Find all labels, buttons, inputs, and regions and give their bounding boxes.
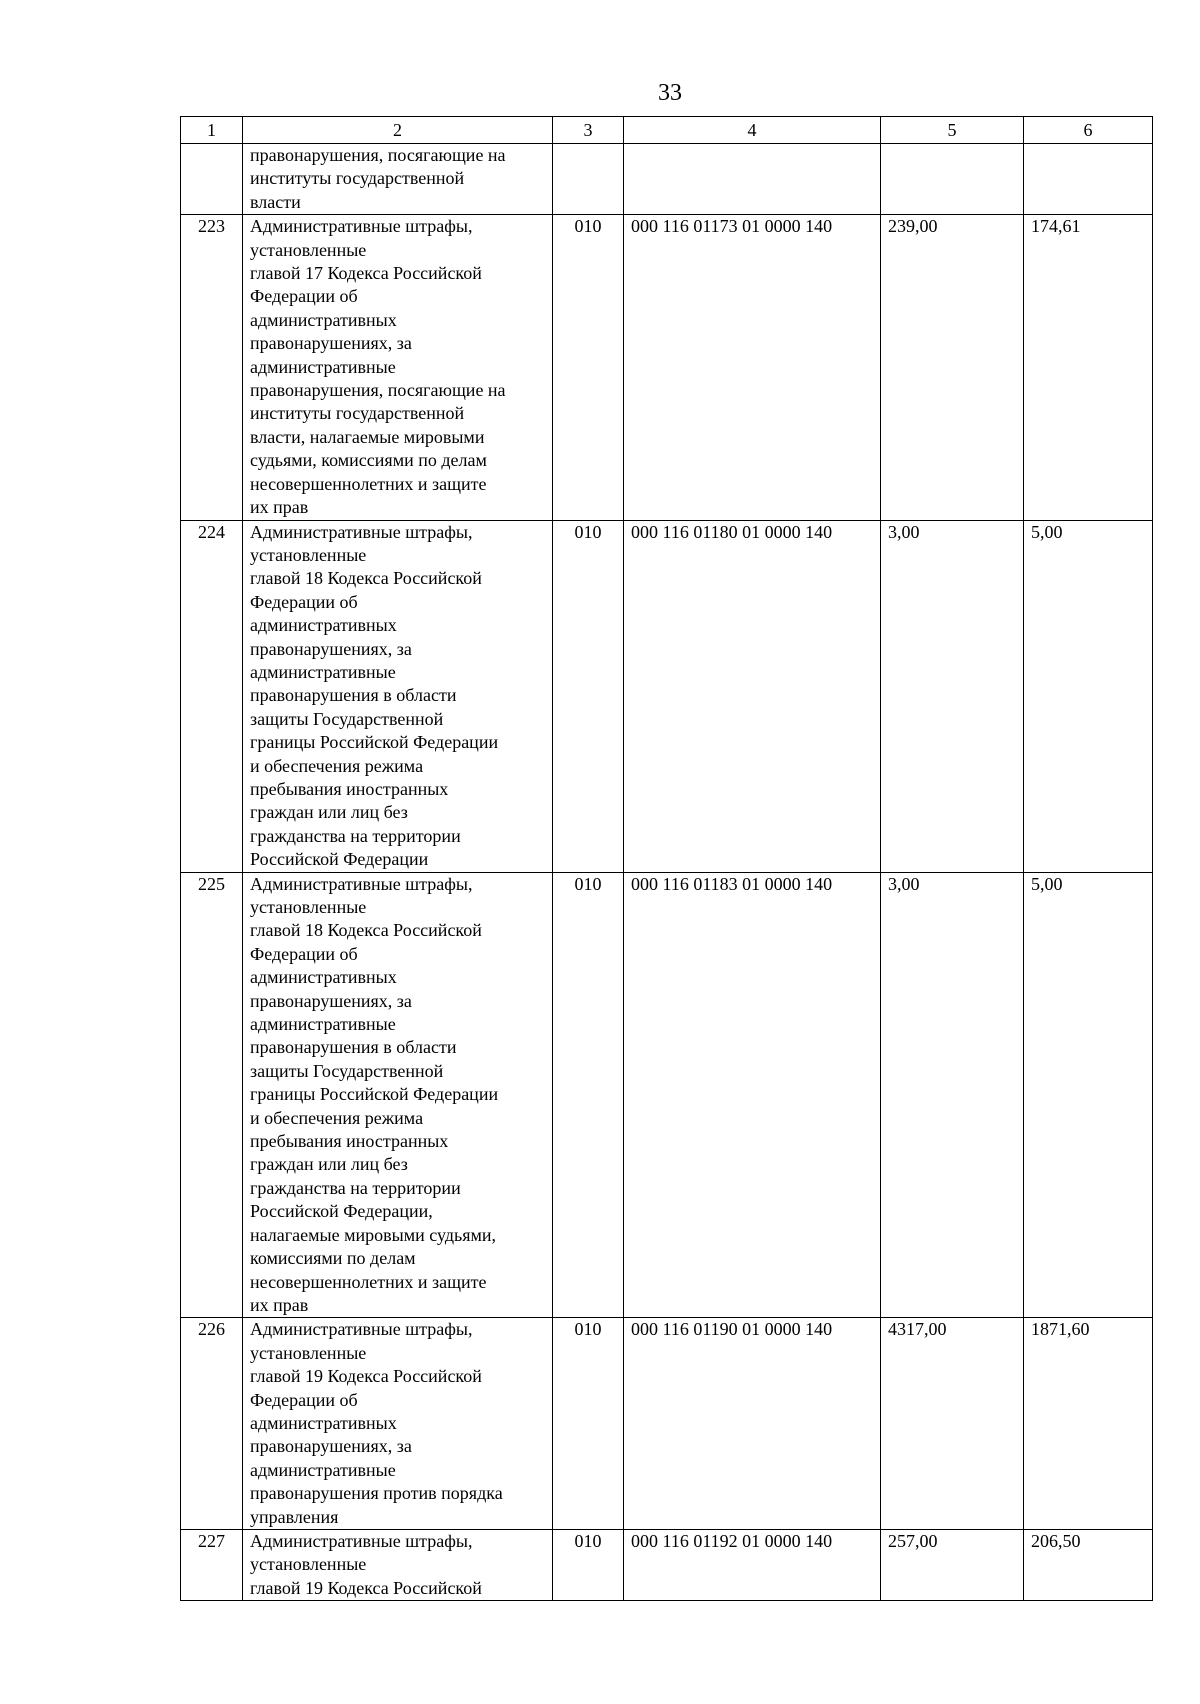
row-name (243, 872, 553, 1318)
row-name (243, 215, 553, 520)
row-name-line: гражданства на территории (250, 825, 461, 846)
table-row (181, 872, 1153, 1318)
row-name-line: пребывания иностранных (250, 778, 449, 799)
row-name-line: их прав (250, 497, 309, 518)
row-name (243, 144, 553, 215)
row-name-line: Административные штрафы, (250, 873, 473, 894)
row-name-line: установленные (250, 544, 367, 565)
row-name-line: установленные (250, 1342, 367, 1363)
row-code (553, 144, 624, 215)
row-name-line: Административные штрафы, (250, 1530, 473, 1551)
row-name-line: главой 17 Кодекса Российской (250, 263, 482, 284)
table-row (181, 1318, 1153, 1530)
row-name-line: несовершеннолетних и защите (250, 473, 487, 494)
column-header: 1 (181, 117, 243, 144)
row-code: 010 (553, 215, 624, 520)
row-name-line: правонарушениях, за (250, 990, 412, 1011)
row-name-line: правонарушения, посягающие на (250, 145, 506, 165)
row-name-line: институты государственной (250, 168, 465, 189)
row-name-line: установленные (250, 1554, 367, 1575)
row-budget-code: 000 116 01180 01 0000 140 (624, 520, 881, 872)
row-budget-code: 000 116 01183 01 0000 140 (624, 872, 881, 1318)
row-budget-code: 000 116 01192 01 0000 140 (624, 1529, 881, 1600)
table-row (181, 520, 1153, 872)
row-budget-code: 000 116 01173 01 0000 140 (624, 215, 881, 520)
row-name-line: граждан или лиц без (250, 802, 408, 823)
row-name-line: установленные (250, 897, 367, 917)
row-value-col6: 1871,60 (1024, 1318, 1153, 1530)
row-name-line: комиссиями по делам (250, 1248, 416, 1269)
row-name (243, 520, 553, 872)
row-name-line: налагаемые мировыми судьями, (250, 1224, 497, 1245)
column-header: 4 (624, 117, 881, 144)
table-row (181, 144, 1153, 215)
row-name-line: административных (250, 1412, 397, 1433)
row-name-line: власти (250, 191, 301, 212)
row-name-line: судьями, комиссиями по делам (250, 450, 487, 471)
row-code: 010 (553, 872, 624, 1318)
row-name-line: главой 18 Кодекса Российской (250, 920, 482, 941)
row-number: 224 (181, 520, 243, 872)
row-number (181, 144, 243, 215)
row-name-line: административные (250, 1459, 396, 1480)
column-header: 6 (1024, 117, 1153, 144)
row-name-line: правонарушения в области (250, 1037, 457, 1058)
row-value-col5 (881, 144, 1024, 215)
row-name-line: защиты Государственной (250, 708, 444, 729)
row-name-line: институты государственной (250, 403, 465, 424)
row-name-line: несовершеннолетних и защите (250, 1271, 487, 1292)
row-name (243, 1318, 553, 1530)
row-value-col5: 3,00 (881, 872, 1024, 1318)
row-name (243, 1529, 553, 1600)
row-name-line: главой 19 Кодекса Российской (250, 1577, 482, 1598)
row-name-line: правонарушениях, за (250, 333, 412, 354)
row-value-col6: 206,50 (1024, 1529, 1153, 1600)
row-name-line: Федерации об (250, 286, 358, 307)
row-name-line: защиты Государственной (250, 1060, 444, 1081)
row-name-line: правонарушениях, за (250, 638, 412, 659)
row-budget-code: 000 116 01190 01 0000 140 (624, 1318, 881, 1530)
row-value-col5: 3,00 (881, 520, 1024, 872)
row-name-line: их прав (250, 1294, 309, 1315)
row-number: 227 (181, 1529, 243, 1600)
column-header: 3 (553, 117, 624, 144)
row-name-line: административные (250, 661, 396, 682)
row-name-line: установленные (250, 239, 367, 260)
row-name-line: границы Российской Федерации (250, 1084, 499, 1105)
row-name-line: Административные штрафы, (250, 216, 473, 237)
row-name-line: правонарушения против порядка (250, 1483, 503, 1504)
row-name-line: административных (250, 309, 397, 330)
row-value-col5: 4317,00 (881, 1318, 1024, 1530)
row-value-col6: 174,61 (1024, 215, 1153, 520)
row-value-col6 (1024, 144, 1153, 215)
row-number: 223 (181, 215, 243, 520)
row-name-line: правонарушения, посягающие на (250, 380, 506, 401)
row-name-line: власти, налагаемые мировыми (250, 426, 485, 447)
row-name-line: главой 19 Кодекса Российской (250, 1366, 482, 1387)
row-code: 010 (553, 1529, 624, 1600)
row-name-line: Административные штрафы, (250, 1319, 473, 1340)
column-header: 2 (243, 117, 553, 144)
row-number: 226 (181, 1318, 243, 1530)
row-name-line: административных (250, 615, 397, 636)
row-name-line: пребывания иностранных (250, 1131, 449, 1152)
row-name-line: административные (250, 356, 396, 377)
row-name-line: главой 18 Кодекса Российской (250, 568, 482, 589)
page-number: 33 (658, 80, 682, 106)
table-row (181, 1529, 1153, 1600)
row-name-line: Федерации об (250, 943, 358, 964)
row-name-line: и обеспечения режима (250, 755, 424, 776)
table-row (181, 215, 1153, 520)
row-number: 225 (181, 872, 243, 1318)
row-name-line: и обеспечения режима (250, 1107, 424, 1128)
row-name-line: правонарушениях, за (250, 1436, 412, 1457)
row-name-line: Федерации об (250, 1389, 358, 1410)
row-name-line: управления (250, 1506, 339, 1527)
row-name-line: Российской Федерации (250, 849, 429, 870)
row-name-line: административные (250, 1014, 396, 1035)
row-name-line: Федерации об (250, 591, 358, 612)
row-name-line: Российской Федерации, (250, 1201, 433, 1222)
row-name-line: Административные штрафы, (250, 521, 473, 542)
row-value-col5: 257,00 (881, 1529, 1024, 1600)
row-name-line: гражданства на территории (250, 1177, 461, 1198)
header-row (181, 117, 1153, 144)
row-code: 010 (553, 520, 624, 872)
row-code: 010 (553, 1318, 624, 1530)
row-name-line: границы Российской Федерации (250, 732, 499, 753)
row-budget-code (624, 144, 881, 215)
row-value-col5: 239,00 (881, 215, 1024, 520)
row-name-line: правонарушения в области (250, 685, 457, 706)
row-value-col6: 5,00 (1024, 520, 1153, 872)
column-header: 5 (881, 117, 1024, 144)
row-name-line: административных (250, 967, 397, 988)
row-value-col6: 5,00 (1024, 872, 1153, 1318)
budget-table (180, 116, 1153, 1601)
row-name-line: граждан или лиц без (250, 1154, 408, 1175)
